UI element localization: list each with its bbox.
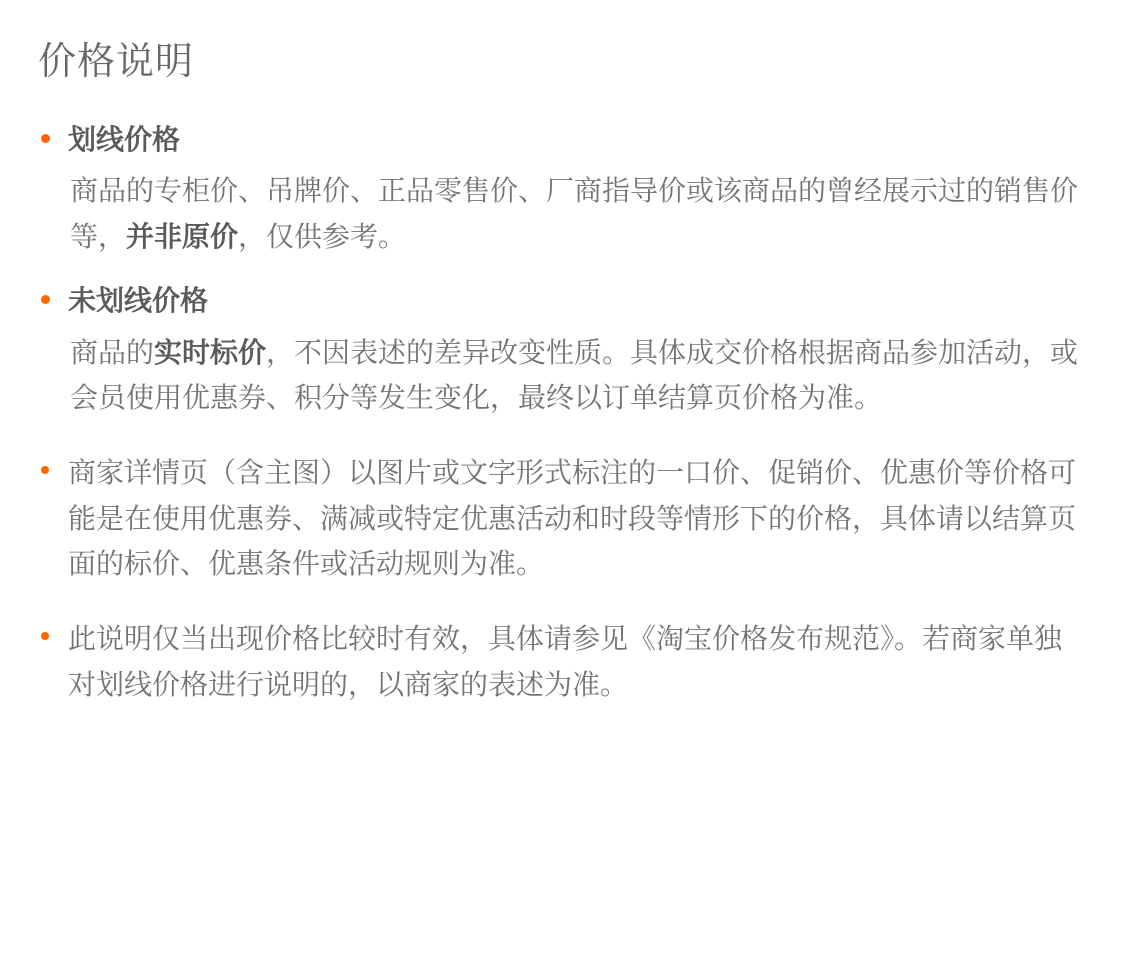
- list-item: [38, 120, 1087, 259]
- section-body: 商家详情页（含主图）以图片或文字形式标注的一口价、促销价、优惠价等价格可能是在使用优惠券、满减或特定优惠活动和时段等情形下的价格，具体请以结算页面的标价、优惠条件或活动规则为准。: [68, 457, 1077, 579]
- list-item: [38, 616, 1087, 707]
- body-text: 商品的: [70, 336, 155, 368]
- section-heading: 划线价格: [68, 123, 181, 155]
- body-text-emphasis: 实时标价: [154, 336, 267, 368]
- section-heading: 未划线价格: [68, 284, 209, 316]
- body-text: ，仅供参考。: [238, 220, 407, 252]
- section-body: 此说明仅当出现价格比较时有效，具体请参见《淘宝价格发布规范》。若商家单独对划线价格进行说明的，以商家的表述为准。: [68, 623, 1063, 700]
- section-body: [68, 168, 1087, 259]
- bullet-dot-icon: [41, 295, 50, 304]
- bullet-dot-icon: [41, 466, 49, 474]
- body-text: ，不因表述的差异改变性质。具体成交价格根据商品参加活动，或会员使用优惠券、积分等发生变化，最终以订单结算页价格为准。: [70, 336, 1079, 413]
- body-text: 商品的专柜价、吊牌价、正品零售价、厂商指导价或该商品的曾经展示过的销售价等，: [70, 175, 1079, 252]
- list-item: [38, 450, 1087, 586]
- list-item: [38, 281, 1087, 420]
- bullet-dot-icon: [41, 632, 49, 640]
- page-title: 价格说明: [38, 41, 195, 83]
- body-text-emphasis: 并非原价: [126, 220, 239, 252]
- section-body: [68, 330, 1087, 421]
- price-rules-list: [38, 120, 1087, 707]
- bullet-dot-icon: [41, 134, 50, 143]
